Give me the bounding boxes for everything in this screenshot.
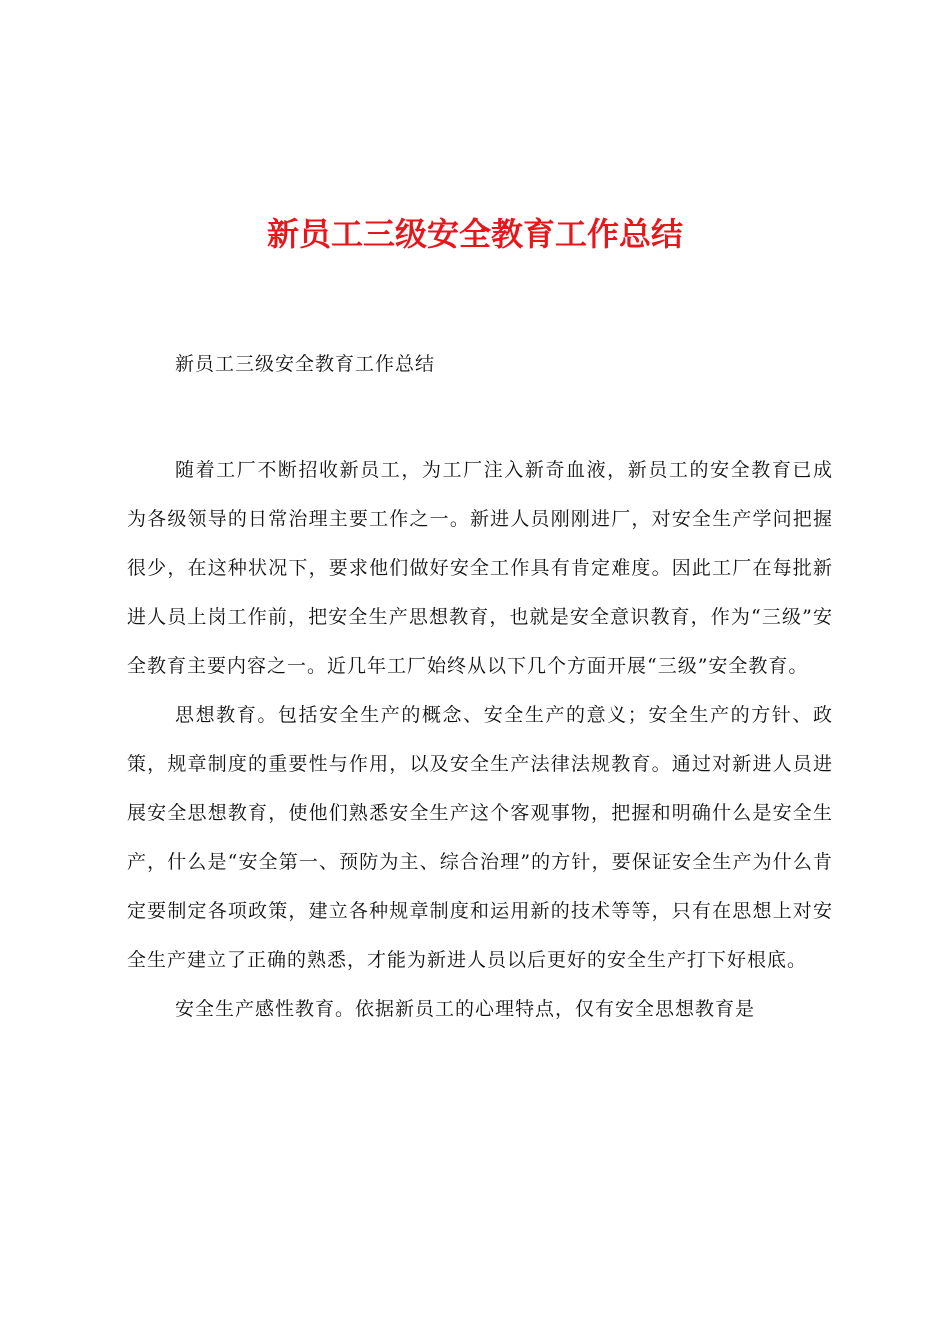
body-paragraph: 安全生产感性教育。依据新员工的心理特点，仅有安全思想教育是 bbox=[175, 998, 756, 1020]
document-body bbox=[127, 446, 833, 1034]
body-paragraph: 思想教育。包括安全生产的概念、安全生产的意义；安全生产的方针、政策，规章制度的重要性与作用，以及安全生产法律法规教育。通过对新进人员进展安全思想教育，使他们熟悉安全生产这个客观事物，把握和明确什么是安全生产，什么是“安全第一、预防为主、综合治理”的方针，要保证安全生产为什么肯定要制定各项政策，建立各种规章制度和运用新的技术等等，只有在思想上对安全生产建立了正确的熟悉，才能为新进人员以后更好的安全生产打下好根底。 bbox=[127, 704, 833, 971]
document-subtitle: 新员工三级安全教育工作总结 bbox=[175, 353, 436, 375]
body-paragraph: 随着工厂不断招收新员工，为工厂注入新奇血液，新员工的安全教育已成为各级领导的日常治理主要工作之一。新进人员刚刚进厂，对安全生产学问把握很少，在这种状况下，要求他们做好安全工作具有肯定难度。因此工厂在每批新进人员上岗工作前，把安全生产思想教育，也就是安全意识教育，作为“三级”安全教育主要内容之一。近几年工厂始终从以下几个方面开展“三级”安全教育。 bbox=[127, 459, 833, 677]
document-title: 新员工三级安全教育工作总结 bbox=[266, 215, 683, 253]
